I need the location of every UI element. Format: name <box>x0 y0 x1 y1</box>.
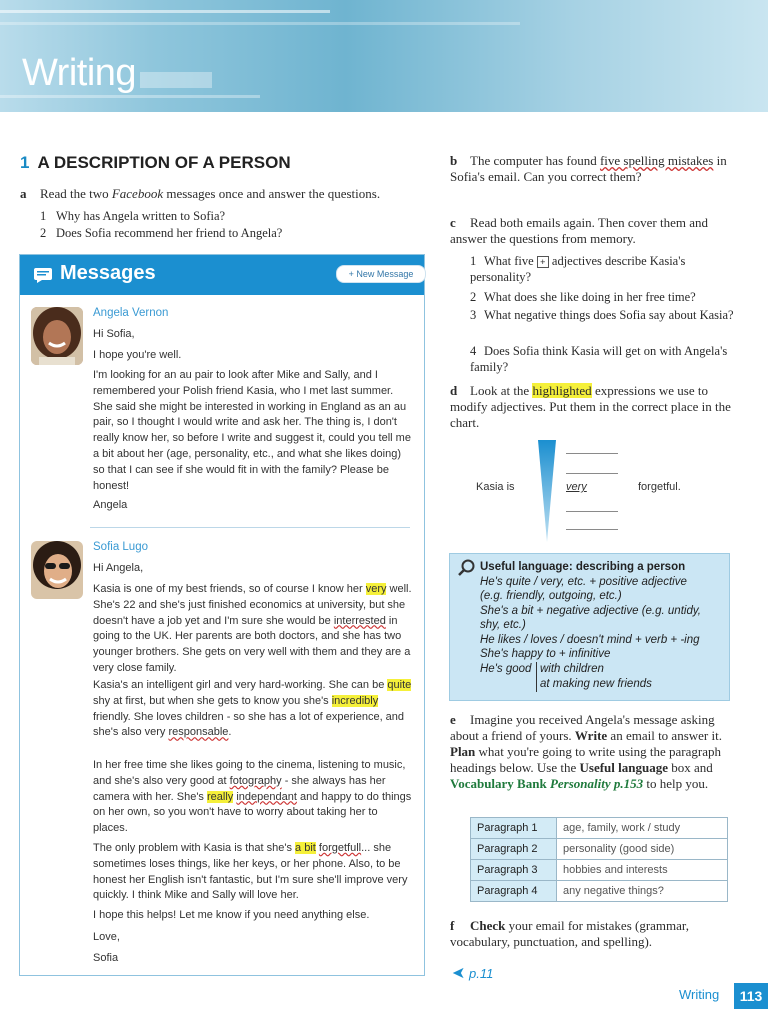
spelling-mistake: forgetfull <box>318 842 362 854</box>
task-a-question-2 <box>40 225 282 241</box>
message-closing: Love, <box>93 931 120 943</box>
task-text: Read the two <box>40 186 112 201</box>
text: shy at first, but when she gets to know you she's <box>93 694 329 707</box>
vocabulary-bank-link[interactable]: Vocabulary Bank <box>450 776 547 791</box>
page-reference[interactable] <box>452 963 493 983</box>
text: with children <box>540 663 604 675</box>
task-c <box>450 215 740 247</box>
answer-line[interactable] <box>566 511 618 512</box>
useful-language-line <box>540 677 652 692</box>
text: She's happy to + infinitive <box>480 648 611 660</box>
useful-language-line <box>480 604 701 619</box>
task-c-question-3 <box>470 307 740 323</box>
useful-language-line <box>480 647 610 662</box>
question-text: What does she like doing in her free time? <box>484 290 696 304</box>
question-text: What five <box>484 254 534 268</box>
answer-line[interactable] <box>566 453 618 454</box>
text: and happy to do things on her own, so you won't have to worry about taking her to places. <box>93 790 412 835</box>
task-text: messages once and answer the questions. <box>163 186 381 201</box>
task-text: what you're going to write using the paragraph headings below. Use the <box>450 744 721 775</box>
task-text: Look at the <box>470 383 533 398</box>
text: in going to the UK. Her parents are both doctors, and she has two younger brothers. She gets on very well with them and they are a very close family. <box>93 614 411 674</box>
paragraph-heading: Paragraph 4 <box>471 881 557 902</box>
useful-language-line <box>480 618 526 633</box>
task-keyword: Plan <box>450 744 476 759</box>
new-message-button[interactable]: + New Message <box>336 265 426 283</box>
header-stripe <box>0 10 330 13</box>
task-b <box>450 153 740 185</box>
task-label: a <box>20 186 27 201</box>
message-greeting: Hi Angela, <box>93 562 144 574</box>
highlighted-modifier: really <box>207 790 234 803</box>
table-row <box>471 881 728 902</box>
highlighted-modifier: quite <box>387 679 412 691</box>
task-c-question-4 <box>470 343 740 375</box>
text: He's quite / very, etc. + positive adjective <box>480 576 687 588</box>
message-divider <box>90 527 410 528</box>
text: In her free time she likes going to the cinema, listening to music, and she's also very good at <box>93 759 406 787</box>
angela-avatar-photo <box>31 307 83 365</box>
task-keyword: Write <box>574 728 608 743</box>
question-number: 2 <box>470 290 477 304</box>
page-title: Writing <box>22 52 137 94</box>
header-stripe <box>0 22 520 25</box>
question-number: 1 <box>40 209 47 223</box>
plus-icon: + <box>537 256 549 268</box>
highlighted-modifier: incredibly <box>331 694 379 707</box>
back-arrow-icon: ➤ <box>452 965 466 982</box>
text: Kasia's an intelligent girl and very hard-working. She can be <box>93 679 385 691</box>
text: She's a bit + negative adjective (e.g. untidy, <box>480 605 701 617</box>
footer-section-name: Writing <box>679 987 720 1002</box>
useful-language-line <box>480 575 687 590</box>
answer-line[interactable] <box>566 473 618 474</box>
useful-language-line <box>480 633 700 648</box>
question-text: Does Sofia recommend her friend to Angela? <box>56 226 283 240</box>
task-text: an email to answer it. <box>607 728 722 743</box>
task-text: Read both emails again. Then cover them and answer the questions from memory. <box>450 215 709 246</box>
task-text: Imagine you received Angela's message asking about a friend of yours. <box>450 712 715 743</box>
paragraph-heading: Paragraph 3 <box>471 860 557 881</box>
task-e <box>450 712 740 792</box>
chart-example-word: very <box>566 481 587 493</box>
task-text: to help you. <box>643 776 709 791</box>
paragraph-plan-table <box>470 817 728 902</box>
paragraph-content: personality (good side) <box>557 839 728 860</box>
task-text: box and <box>667 760 713 775</box>
vocabulary-bank-ref[interactable]: Personality p.153 <box>549 776 644 791</box>
messages-panel <box>19 254 425 976</box>
message-greeting: Hi Sofia, <box>93 328 135 340</box>
task-text: in Sofia's email. Can you correct them? <box>450 153 727 184</box>
spelling-mistake: fotography <box>229 774 282 787</box>
message-paragraph <box>93 841 415 904</box>
spelling-mistake: independant <box>236 790 297 803</box>
text: - she always has her camera with her. She's <box>93 774 386 803</box>
text: He's good <box>480 663 532 675</box>
question-text: Does Sofia think Kasia will get on with Angela's family? <box>470 344 728 374</box>
sender-name: Angela Vernon <box>93 307 169 319</box>
text: (e.g. friendly, outgoing, etc.) <box>480 590 622 602</box>
task-text-italic: Facebook <box>111 186 164 201</box>
section-number: 1 <box>20 153 30 172</box>
task-keyword: Check <box>470 918 506 933</box>
chart-right-label: forgetful. <box>638 481 681 493</box>
message-paragraph: I'm looking for an au pair to look after Mike and Sally, and I remembered your Polish friend Kasia, who I met last summer. She said she might be interested in working in England as an au pair, so I thought I would write and ask her. The thing is, I don't really know her, so before I write and suggest it, could you tell me a bit about her (age, personality, etc., and what she likes doing) so that I can see if she would fit in with the family? Please be honest! <box>93 369 411 492</box>
question-number: 2 <box>40 226 47 240</box>
chart-left-label: Kasia is <box>476 481 515 493</box>
useful-language-title: Useful language: describing a person <box>480 561 686 573</box>
intensity-scale-icon <box>537 440 557 542</box>
highlighted-modifier: very <box>365 583 387 595</box>
useful-language-line <box>480 662 531 677</box>
text: . <box>228 726 232 739</box>
text: ... she sometimes loses things, like her keys, or her phone. Also, to be honest her English isn't fantastic, but I'm sure she'll improve very quickly. I think Mike and Sally will love her. <box>93 842 408 902</box>
text: Kasia is one of my best friends, so of course I know her <box>93 583 363 595</box>
task-text: expressions we use to modify adjectives. Put them in the correct place in the chart. <box>450 383 731 430</box>
question-number: 4 <box>470 344 477 358</box>
paragraph-heading: Paragraph 1 <box>471 818 557 839</box>
header-stripe <box>0 95 260 98</box>
task-a <box>20 186 420 202</box>
table-row <box>471 839 728 860</box>
messages-icon <box>33 267 53 283</box>
avatar <box>31 541 83 599</box>
spelling-example: five spelling mistakes <box>599 153 714 168</box>
highlighted-word: highlighted <box>532 383 592 398</box>
task-label: c <box>450 215 456 230</box>
task-label: b <box>450 153 458 168</box>
paragraph-content: age, family, work / study <box>557 818 728 839</box>
message-signature: Sofia <box>93 952 119 964</box>
text: well. She's 22 and she's just finished economics at university, but she doesn't have a job yet and I'm sure she would be <box>93 583 412 627</box>
message-paragraph <box>93 758 415 837</box>
useful-language-line <box>480 589 622 604</box>
message-paragraph: I hope this helps! Let me know if you need anything else. <box>93 909 370 921</box>
section-heading: A DESCRIPTION OF A PERSON <box>37 153 291 172</box>
table-row <box>471 860 728 881</box>
paragraph-content: hobbies and interests <box>557 860 728 881</box>
question-text: adjectives describe Kasia's personality? <box>470 254 686 284</box>
message-signature: Angela <box>93 499 128 511</box>
text: at making new friends <box>540 678 652 690</box>
useful-language-box <box>449 553 730 701</box>
task-c-question-2 <box>470 289 740 305</box>
highlighted-modifier: a bit <box>295 842 316 854</box>
magnifier-icon <box>457 559 475 577</box>
messages-header <box>20 255 424 295</box>
question-number: 1 <box>470 254 477 268</box>
sender-name: Sofia Lugo <box>93 541 148 553</box>
avatar <box>31 307 83 365</box>
useful-language-line <box>540 662 604 677</box>
text: He likes / loves / doesn't mind + verb + -ing <box>480 634 700 646</box>
message-paragraph <box>93 678 415 741</box>
task-d <box>450 383 746 431</box>
bracket-line <box>536 662 537 692</box>
task-keyword: Useful language <box>579 760 668 775</box>
spelling-mistake: responsable <box>168 726 229 739</box>
task-f <box>450 918 740 950</box>
page-number: 113 <box>734 983 768 1009</box>
message-paragraph: I hope you're well. <box>93 349 182 361</box>
question-number: 3 <box>470 308 477 322</box>
task-label: d <box>450 383 458 398</box>
spelling-mistake: interrested <box>333 614 386 627</box>
task-text: your email for mistakes (grammar, vocabulary, punctuation, and spelling). <box>450 918 689 949</box>
page-reference-text: p.11 <box>469 966 494 981</box>
task-c-question-1 <box>470 253 740 285</box>
answer-line[interactable] <box>566 529 618 530</box>
text: friendly. She loves children - so she has a lot of experience, and she's also very <box>93 710 405 739</box>
task-text: The computer has found <box>470 153 600 168</box>
question-text: Why has Angela written to Sofia? <box>56 209 226 223</box>
text: The only problem with Kasia is that she's <box>93 842 292 854</box>
question-text: What negative things does Sofia say about Kasia? <box>484 308 734 322</box>
table-row <box>471 818 728 839</box>
sofia-avatar-photo <box>31 541 83 599</box>
paragraph-heading: Paragraph 2 <box>471 839 557 860</box>
header-decoration <box>140 72 212 88</box>
section-title <box>20 153 291 173</box>
messages-title: Messages <box>60 262 156 284</box>
message-paragraph <box>93 582 415 677</box>
text: shy, etc.) <box>480 619 526 631</box>
task-a-question-1 <box>40 208 225 224</box>
paragraph-content: any negative things? <box>557 881 728 902</box>
task-label: f <box>450 918 455 933</box>
task-label: e <box>450 712 456 727</box>
